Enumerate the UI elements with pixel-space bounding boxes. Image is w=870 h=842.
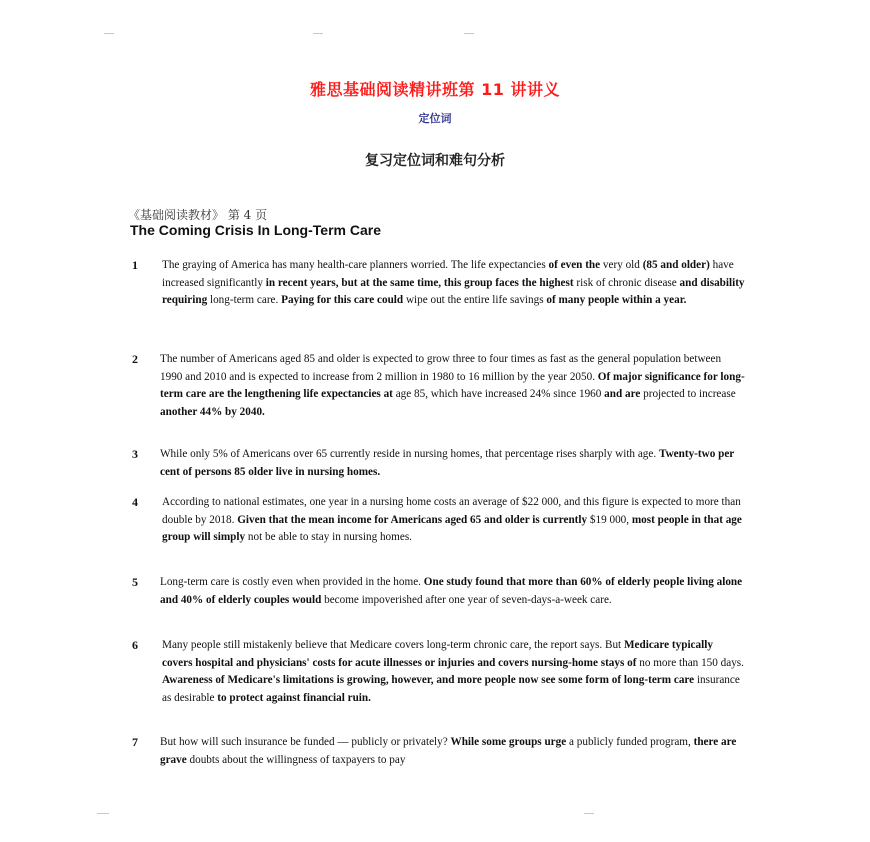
paragraph-body — [162, 494, 745, 547]
article-title: The Coming Crisis In Long-Term Care — [130, 222, 381, 238]
paragraph — [130, 734, 745, 769]
paragraph-number: 4 — [132, 495, 138, 509]
crop-mark — [464, 33, 474, 34]
text-run: The graying of America has many health-care planners worried. The life expectancies — [162, 259, 549, 271]
paragraph-body — [160, 734, 745, 769]
keyword-phrase: to protect against financial ruin. — [217, 691, 371, 704]
section-heading: 复习定位词和难句分析 — [365, 153, 505, 169]
paragraph-number: 7 — [132, 735, 138, 749]
paragraph — [130, 637, 745, 707]
paragraph — [130, 446, 745, 481]
text-run: While only 5% of Americans over 65 currently reside in nursing homes, that percentage rises sharply with age. — [160, 448, 659, 460]
keyword-phrase: Twenty-two per cent of persons 85 older live in nursing homes. — [160, 448, 735, 478]
keyword-phrase: One study found that more than 60% of elderly people living alone and 40% of elderly couples would — [160, 576, 743, 606]
paragraph — [130, 494, 745, 547]
keyword-phrase: Of major significance for long-term care are the lengthening life expectancies at — [160, 370, 745, 400]
keyword-phrase: and are — [604, 388, 641, 400]
paragraph — [130, 574, 745, 609]
text-run: doubts about the willingness of taxpayers to pay — [186, 753, 406, 766]
text-run: age 85, which have increased 24% since 1960 — [392, 388, 605, 400]
paragraph — [130, 257, 745, 310]
text-run: long-term care. — [207, 294, 282, 306]
keyword-phrase: Awareness of Medicare's limitations is growing, however, and more people now see some form of long-term care — [162, 674, 695, 686]
text-run: a publicly funded program, — [566, 736, 694, 748]
paragraph-number: 5 — [132, 575, 138, 589]
text-run: But how will such insurance be funded — publicly or privately? — [160, 736, 451, 748]
text-run: insurance as desirable — [162, 674, 740, 704]
text-run: $19 000, — [587, 513, 632, 526]
document-subtitle: 定位词 — [418, 112, 452, 125]
keyword-phrase: in recent years, but at the same time, this group faces the highest — [265, 276, 574, 289]
document-title: 雅思基础阅读精讲班第 11 讲讲义 — [310, 80, 560, 99]
text-run: According to national estimates, one year in a nursing home costs an average of $22 000, and this figure is expected to more than double by 2018. — [162, 496, 741, 526]
keyword-phrase: there are grave — [160, 736, 737, 766]
text-run: projected to increase — [640, 388, 736, 400]
crop-mark — [584, 813, 594, 814]
text-run: Long-term care is costly even when provided in the home. — [160, 576, 424, 588]
text-run: not be able to stay in nursing homes. — [245, 531, 412, 543]
source-reference: 《基础阅读教材》 第 4 页 — [128, 208, 268, 222]
keyword-phrase: Given that the mean income for Americans aged 65 and older is currently — [237, 513, 588, 526]
keyword-phrase: of even the — [548, 259, 601, 271]
paragraph-number: 3 — [132, 447, 138, 461]
paragraph-number: 1 — [132, 258, 138, 272]
paragraph — [130, 351, 745, 421]
keyword-phrase: most people in that age group will simply — [162, 513, 742, 543]
keyword-phrase: another 44% by 2040. — [160, 405, 265, 418]
text-run: wipe out the entire life savings — [403, 294, 547, 306]
text-run: become impoverished after one year of seven-days-a-week care. — [321, 593, 612, 606]
paragraph-number: 6 — [132, 638, 138, 652]
text-run: Many people still mistakenly believe that Medicare covers long-term chronic care, the report says. But — [162, 639, 624, 651]
paragraph-body — [162, 257, 745, 310]
text-run: very old — [600, 259, 643, 271]
crop-mark — [97, 813, 109, 814]
paragraph-body — [160, 574, 745, 609]
keyword-phrase: (85 and older) — [642, 259, 710, 271]
text-run: risk of chronic disease — [573, 276, 680, 289]
text-run: have increased significantly — [162, 259, 734, 289]
paragraph-body — [162, 637, 745, 707]
crop-mark — [104, 33, 114, 34]
crop-mark — [313, 33, 323, 34]
keyword-phrase: Medicare typically covers hospital and physicians' costs for acute illnesses or injuries and covers nursing-home stays of — [162, 639, 713, 669]
paragraph-body — [160, 446, 745, 481]
text-run: The number of Americans aged 85 and older is expected to grow three to four times as fast as the general population between 1990 and 2010 and is expected to increase from 2 million in 1980 to 16 million by the year 2050. — [160, 353, 722, 383]
paragraph-body — [160, 351, 745, 421]
keyword-phrase: Paying for this care could — [281, 294, 404, 306]
keyword-phrase: of many people within a year. — [546, 294, 687, 306]
keyword-phrase: and disability requiring — [162, 276, 745, 306]
text-run: no more than 150 days. — [636, 656, 744, 669]
keyword-phrase: While some groups urge — [450, 736, 567, 748]
paragraph-number: 2 — [132, 352, 138, 366]
